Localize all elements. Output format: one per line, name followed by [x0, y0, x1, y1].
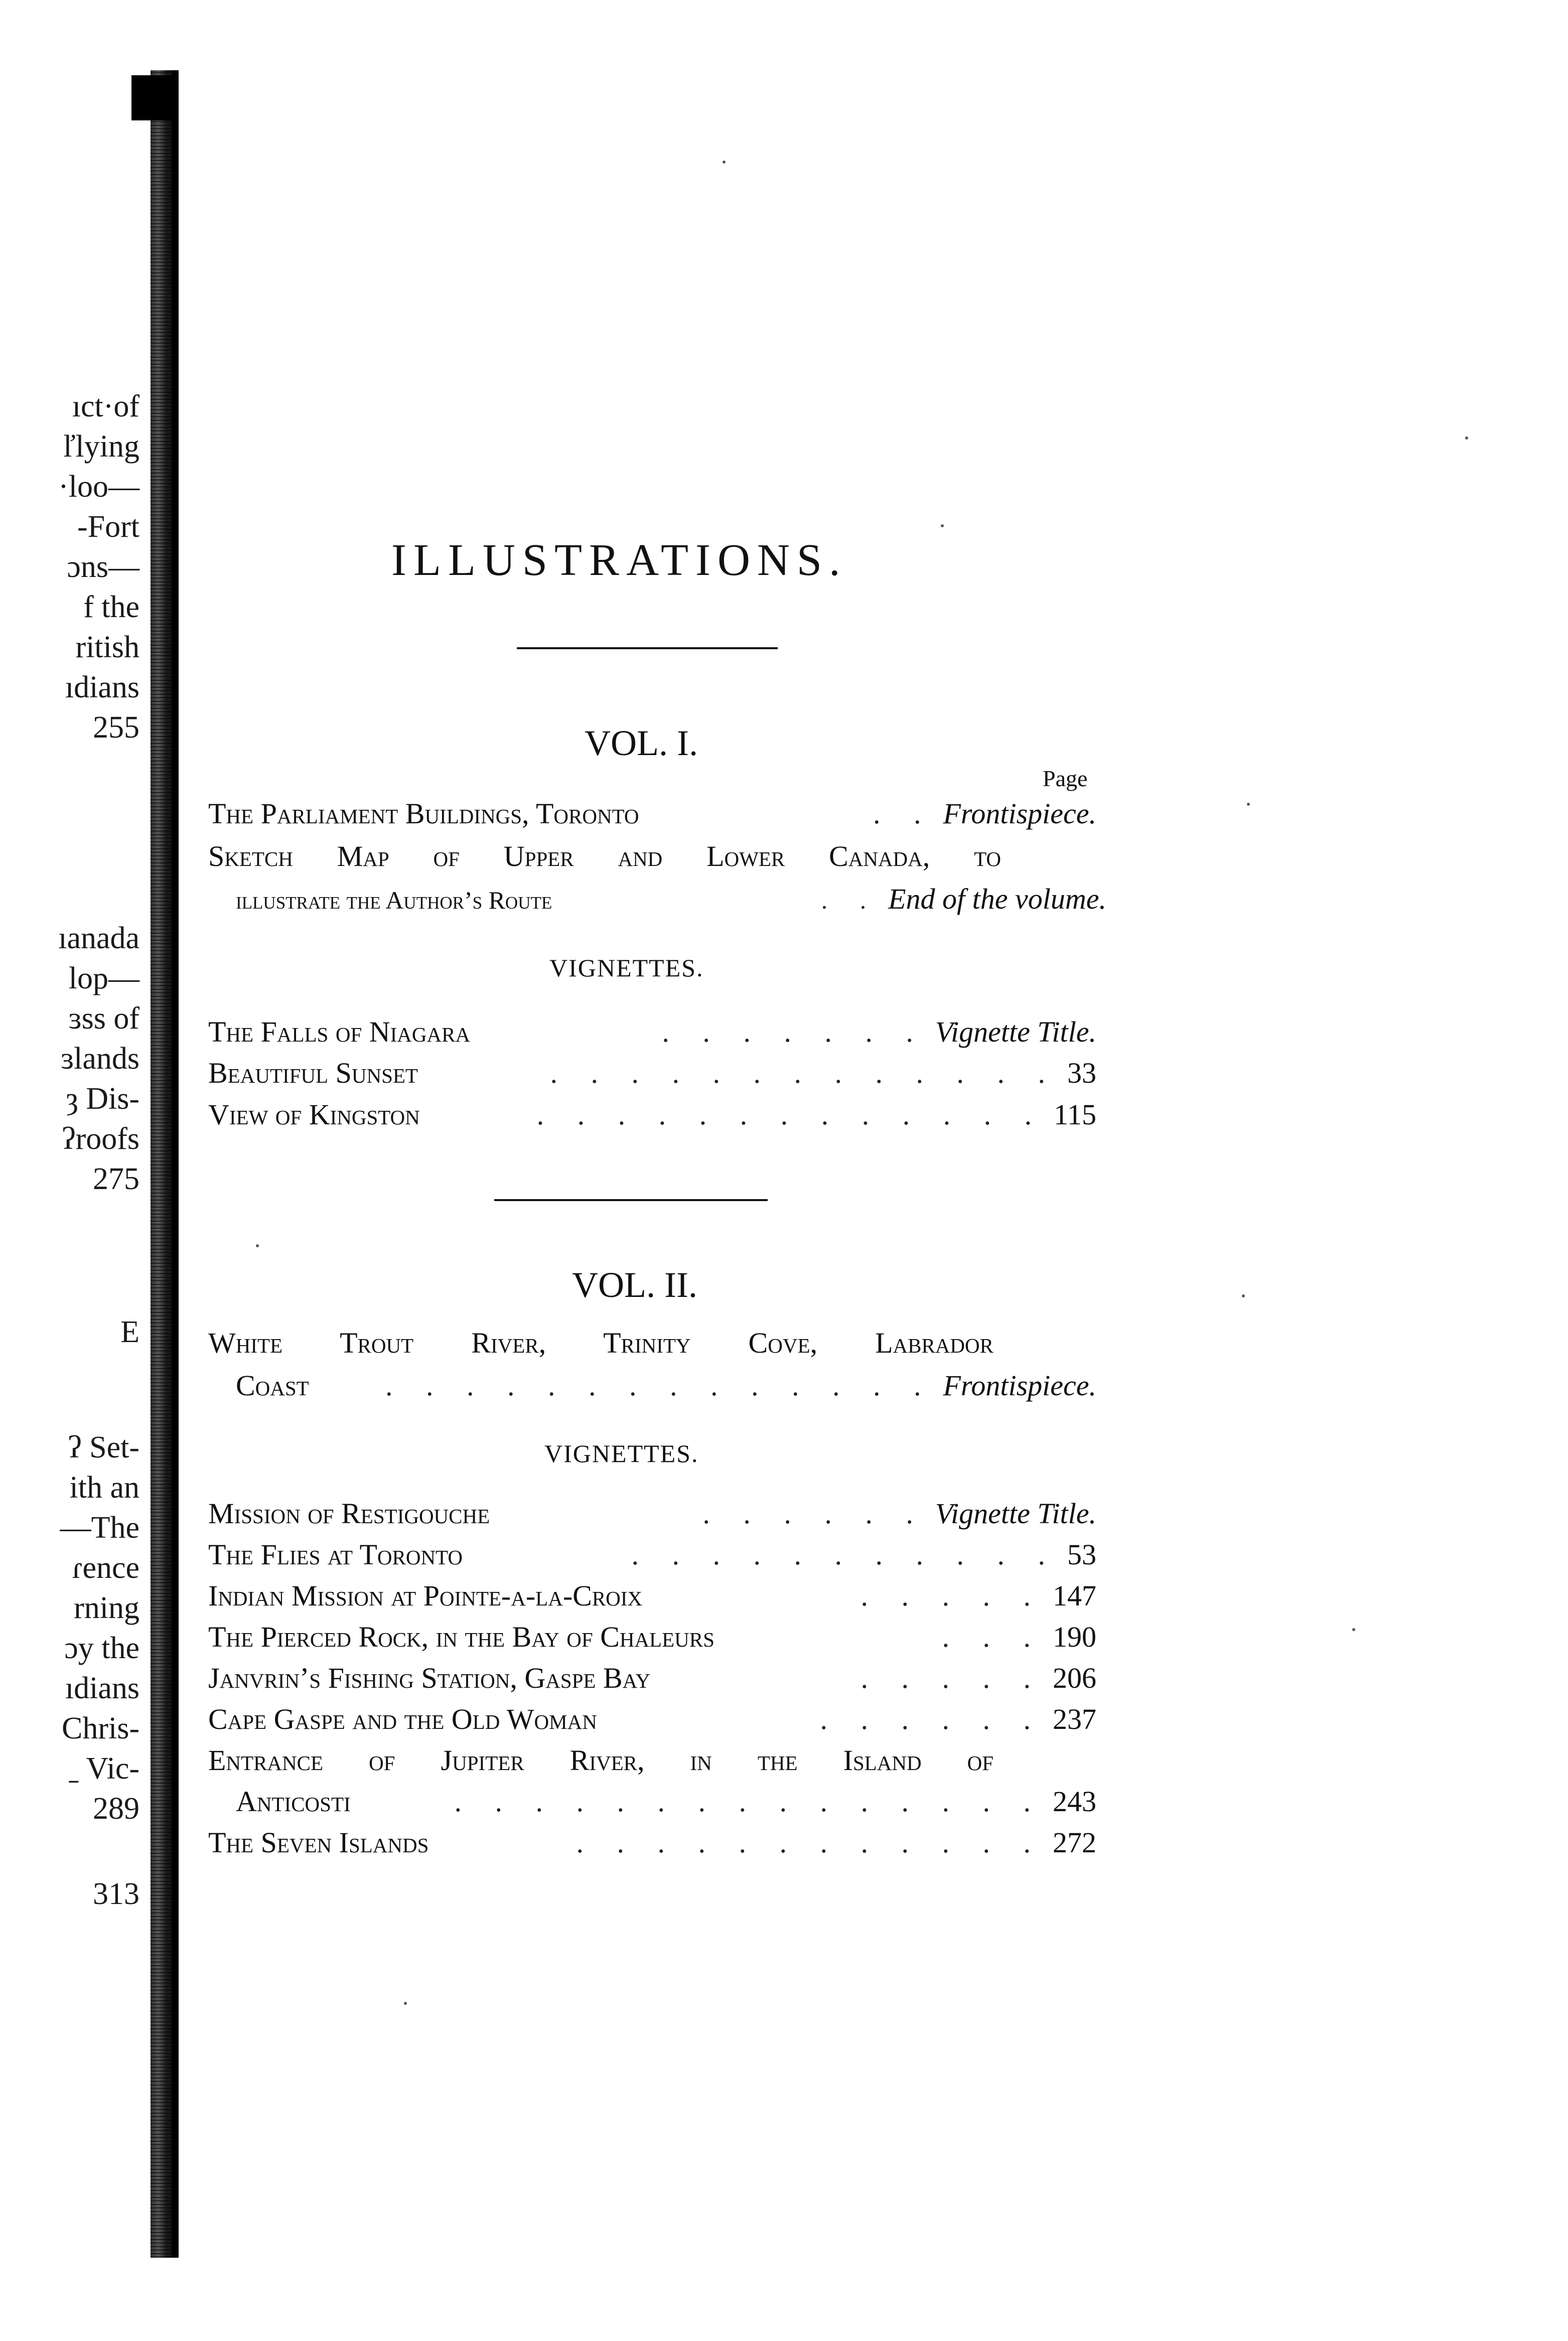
- dot-leader: . . . . . . . . . . . . .: [550, 1057, 1058, 1089]
- section-rule: [494, 1199, 768, 1201]
- scan-speck: [723, 161, 726, 164]
- entry-title: Anticosti: [236, 1785, 351, 1818]
- entry-page: Frontispiece.: [943, 1369, 1096, 1402]
- prev-line: ɜss of: [68, 1001, 139, 1036]
- list-item: [208, 1657, 1096, 1699]
- entry-page: Vignette Title.: [935, 1497, 1096, 1530]
- entry-page: 147: [1053, 1579, 1096, 1612]
- scan-speck: [256, 1244, 259, 1247]
- entry-page: Frontispiece.: [943, 797, 1096, 830]
- vol1-vignettes-heading: VIGNETTES.: [549, 954, 704, 982]
- prev-line: ľlying: [63, 429, 139, 464]
- dot-leader: . . . . . . . . . . .: [631, 1538, 1058, 1571]
- list-item: [208, 1493, 1096, 1535]
- entry-title: The Pierced Rock, in the Bay of Chaleurs: [208, 1621, 715, 1653]
- dot-leader: . . . . . . . . . . . . . . .: [454, 1785, 1044, 1818]
- list-item: [208, 1094, 1096, 1136]
- list-item: [236, 878, 1106, 920]
- entry-page: 190: [1053, 1621, 1096, 1653]
- prev-line: ıct·of: [72, 389, 139, 423]
- list-item: [208, 1739, 993, 1782]
- entry-title: The Seven Islands: [208, 1826, 429, 1859]
- list-item: [208, 1616, 1096, 1658]
- prev-line: ɔns—: [67, 550, 139, 584]
- entry-title: Mission of Restigouche: [208, 1497, 490, 1530]
- prev-line: f the: [83, 590, 139, 624]
- entry-title: Coast: [236, 1369, 309, 1402]
- vol2-vignettes-heading: VIGNETTES.: [544, 1439, 699, 1468]
- prev-line: lop—: [68, 961, 139, 995]
- list-item: [236, 1781, 1096, 1823]
- prev-line: ɜlands: [61, 1042, 139, 1076]
- scan-speck: [1352, 1628, 1355, 1631]
- previous-page-fragment: [0, 0, 151, 2341]
- entry-title: Entrance of Jupiter River, in the Island of: [208, 1744, 993, 1777]
- list-item: [208, 1011, 1096, 1053]
- prev-line: ɔy the: [64, 1631, 139, 1665]
- entry-page: 206: [1053, 1662, 1096, 1694]
- dot-leader: . .: [821, 886, 880, 914]
- vol1-heading: VOL. I.: [585, 723, 698, 763]
- list-item: [236, 1365, 1096, 1407]
- prev-page-block-3: [120, 1312, 139, 1352]
- entry-title: Indian Mission at Pointe-a-la-Croix: [208, 1579, 643, 1612]
- prev-page-number: 255: [93, 710, 139, 745]
- prev-line: E: [120, 1315, 139, 1349]
- entry-page: End of the volume.: [888, 883, 1106, 915]
- prev-page-number: 313: [93, 1877, 139, 1911]
- dot-leader: . . . . . .: [820, 1703, 1044, 1735]
- scan-speck: [404, 2002, 407, 2005]
- scan-speck: [941, 524, 944, 527]
- gutter-top-shadow: [131, 75, 177, 120]
- prev-line: Chris-: [62, 1711, 139, 1745]
- prev-line: ıdians: [65, 670, 139, 704]
- list-item: [208, 1322, 993, 1364]
- prev-page-block-2: [58, 918, 139, 1199]
- prev-line: ith an: [69, 1471, 139, 1505]
- scan-speck: [1242, 1294, 1245, 1297]
- prev-line: ·loo—: [58, 470, 139, 504]
- entry-title: illustrate the Author’s Route: [236, 886, 552, 914]
- list-item: [208, 1575, 1096, 1617]
- prev-line: ˍ Vic-: [68, 1751, 139, 1786]
- entry-page: Vignette Title.: [935, 1015, 1096, 1048]
- prev-line: —The: [60, 1511, 139, 1545]
- prev-line: ıdians: [65, 1671, 139, 1705]
- entry-title: Cape Gaspe and the Old Woman: [208, 1703, 597, 1735]
- dot-leader: . . . . . . .: [662, 1015, 926, 1048]
- dot-leader: . . . . .: [861, 1579, 1044, 1612]
- vol2-heading: VOL. II.: [572, 1265, 697, 1305]
- prev-line: ıanada: [58, 921, 139, 955]
- list-item: [208, 1052, 1096, 1094]
- entry-page: 272: [1053, 1826, 1096, 1859]
- list-item: [208, 1698, 1096, 1740]
- prev-line: ritish: [75, 630, 139, 664]
- page-title: ILLUSTRATIONS.: [391, 535, 847, 585]
- entry-page: 237: [1053, 1703, 1096, 1735]
- dot-leader: . . . . .: [861, 1662, 1044, 1694]
- list-item: [208, 1534, 1096, 1576]
- prev-line: -Fort: [77, 510, 139, 544]
- dot-leader: . .: [873, 797, 934, 830]
- prev-line: ȝ Dis-: [66, 1082, 139, 1116]
- entry-title: View of Kingston: [208, 1098, 420, 1131]
- list-item: [208, 793, 1096, 835]
- title-rule: [517, 647, 778, 649]
- entry-title: The Falls of Niagara: [208, 1015, 471, 1048]
- scan-speck: [1465, 436, 1468, 440]
- prev-page-block-5: [93, 1874, 139, 1914]
- entry-title: The Flies at Toronto: [208, 1538, 463, 1571]
- dot-leader: . . . . . .: [702, 1497, 926, 1530]
- prev-line: rning: [74, 1591, 139, 1625]
- prev-page-number: 275: [93, 1162, 139, 1196]
- dot-leader: . . . . . . . . . . . . . .: [385, 1369, 934, 1402]
- entry-title: Sketch Map of Upper and Lower Canada, to: [208, 840, 1001, 872]
- prev-line: ʔroofs: [62, 1122, 139, 1156]
- dot-leader: . . . . . . . . . . . . .: [536, 1098, 1045, 1131]
- list-item: [208, 1822, 1096, 1864]
- prev-line: ʔ Set-: [68, 1430, 139, 1465]
- entry-page: 33: [1067, 1057, 1096, 1089]
- prev-line: ɾence: [72, 1551, 139, 1585]
- scan-speck: [1247, 803, 1250, 806]
- dot-leader: . . .: [942, 1621, 1044, 1653]
- prev-page-block-1: [58, 386, 139, 748]
- prev-page-number: 289: [93, 1792, 139, 1826]
- entry-page: 243: [1053, 1785, 1096, 1818]
- entry-title: Janvrin’s Fishing Station, Gaspe Bay: [208, 1662, 651, 1694]
- prev-page-block-4: [60, 1427, 139, 1829]
- entry-page: 53: [1067, 1538, 1096, 1571]
- page-column-label: Page: [1043, 766, 1088, 791]
- gutter-shadow: [172, 70, 179, 2258]
- entry-title: White Trout River, Trinity Cove, Labrador: [208, 1327, 993, 1359]
- entry-page: 115: [1054, 1098, 1096, 1131]
- dot-leader: . . . . . . . . . . . .: [576, 1826, 1044, 1859]
- entry-title: Beautiful Sunset: [208, 1057, 418, 1089]
- list-item: [208, 835, 1001, 877]
- entry-title: The Parliament Buildings, Toronto: [208, 797, 639, 830]
